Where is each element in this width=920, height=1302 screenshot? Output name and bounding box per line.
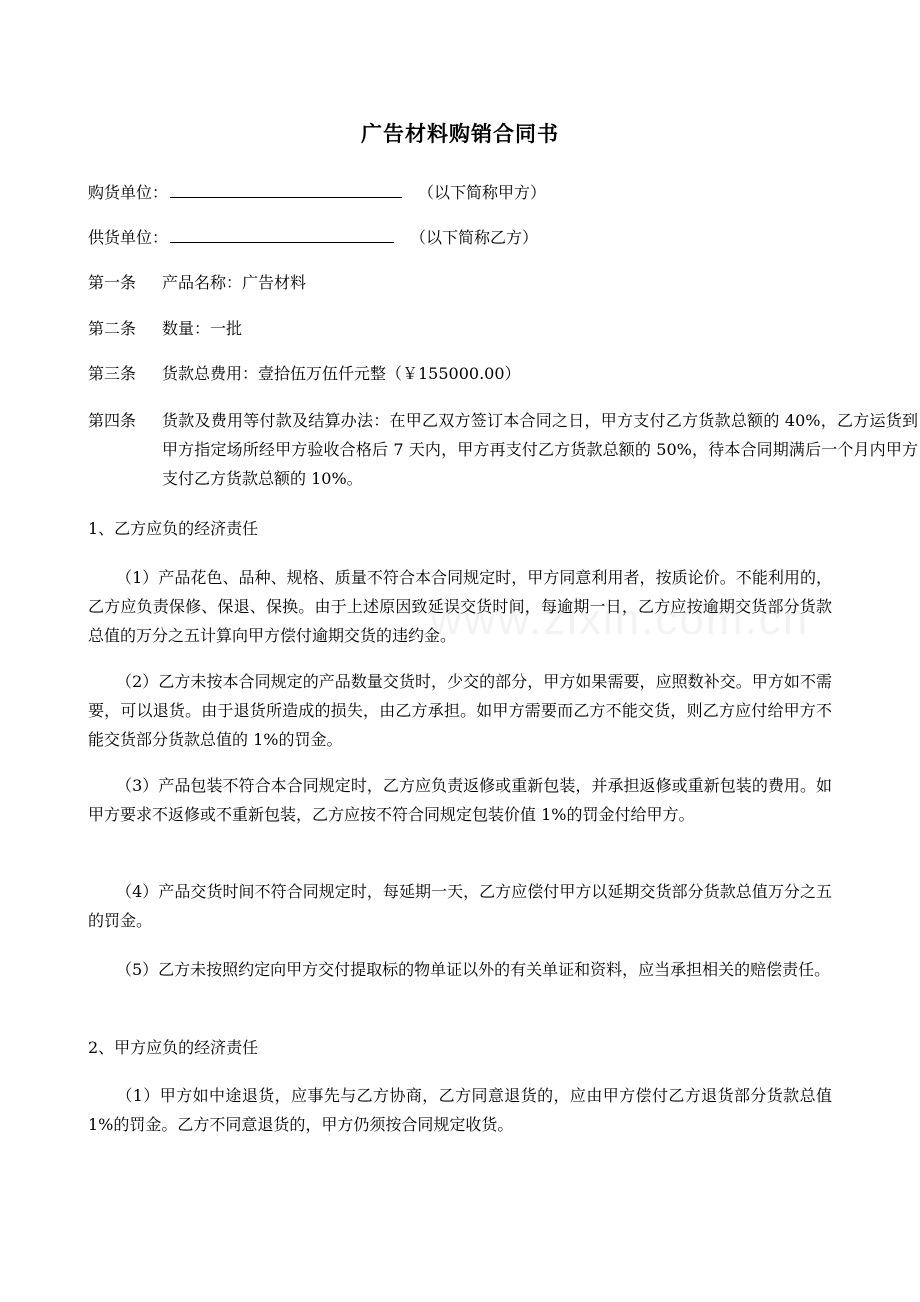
article-text: 产品名称：广告材料 xyxy=(162,273,307,292)
article-label: 第四条 xyxy=(88,411,137,430)
item-text: （4）产品交货时间不符合同规定时，每延期一天，乙方应偿付甲方以延期交货部分货款总值万分之五的罚金。 xyxy=(88,882,832,930)
buyer-blank[interactable] xyxy=(170,181,402,198)
section-1-heading: 1、乙方应负的经济责任 xyxy=(88,519,259,538)
article-text: 货款总费用：壹拾伍万伍仟元整（￥155000.00） xyxy=(162,364,521,383)
buyer-line xyxy=(88,181,546,204)
supplier-note: （以下简称乙方） xyxy=(410,228,539,247)
section-2-item-1 xyxy=(88,1081,832,1139)
supplier-blank[interactable] xyxy=(170,226,394,243)
document-title: 广告材料购销合同书 xyxy=(361,122,559,146)
article-text: 货款及费用等付款及结算办法：在甲乙双方签订本合同之日，甲方支付乙方货款总额的 40%，乙方运货到甲方指定场所经甲方验收合格后 7 天内，甲方再支付乙方货款总额的 50%，待本合同期满后一个月内甲方支付乙方货款总额的 10%。 xyxy=(162,411,918,488)
item-text: （1）产品花色、品种、规格、质量不符合本合同规定时，甲方同意利用者，按质论价。不能利用的，乙方应负责保修、保退、保换。由于上述原因致延误交货时间，每逾期一日，乙方应按逾期交货部分货款总值的万分之五计算向甲方偿付逾期交货的违约金。 xyxy=(88,568,832,645)
buyer-label: 购货单位： xyxy=(88,183,169,202)
section-2-heading: 2、甲方应负的经济责任 xyxy=(88,1038,259,1057)
section-1-item-5 xyxy=(88,955,832,984)
section-1-item-2 xyxy=(88,667,832,754)
article-text: 数量：一批 xyxy=(162,319,243,338)
article-label: 第二条 xyxy=(88,319,137,338)
item-text: （2）乙方未按本合同规定的产品数量交货时，少交的部分，甲方如果需要，应照数补交。甲方如不需要，可以退货。由于退货所造成的损失，由乙方承担。如甲方需要而乙方不能交货，则乙方应付给甲方不能交货部分货款总值的 1%的罚金。 xyxy=(88,672,832,749)
article-label: 第一条 xyxy=(88,273,137,292)
section-1-item-4 xyxy=(88,877,832,935)
item-text: （3）产品包装不符合本合同规定时，乙方应负责返修或重新包装，并承担返修或重新包装的费用。如甲方要求不返修或不重新包装，乙方应按不符合同规定包装价值 1%的罚金付给甲方。 xyxy=(88,776,832,824)
supplier-label: 供货单位： xyxy=(88,228,169,247)
article-label: 第三条 xyxy=(88,364,137,383)
item-text: （5）乙方未按照约定向甲方交付提取标的物单证以外的有关单证和资料，应当承担相关的赔偿责任。 xyxy=(116,960,831,979)
section-1-item-3 xyxy=(88,771,832,829)
supplier-line xyxy=(88,226,538,249)
item-text: （1）甲方如中途退货，应事先与乙方协商，乙方同意退货的，应由甲方偿付乙方退货部分货款总值 1%的罚金。乙方不同意退货的，甲方仍须按合同规定收货。 xyxy=(88,1086,832,1134)
section-1-item-1 xyxy=(88,563,832,650)
buyer-note: （以下简称甲方） xyxy=(418,183,547,202)
